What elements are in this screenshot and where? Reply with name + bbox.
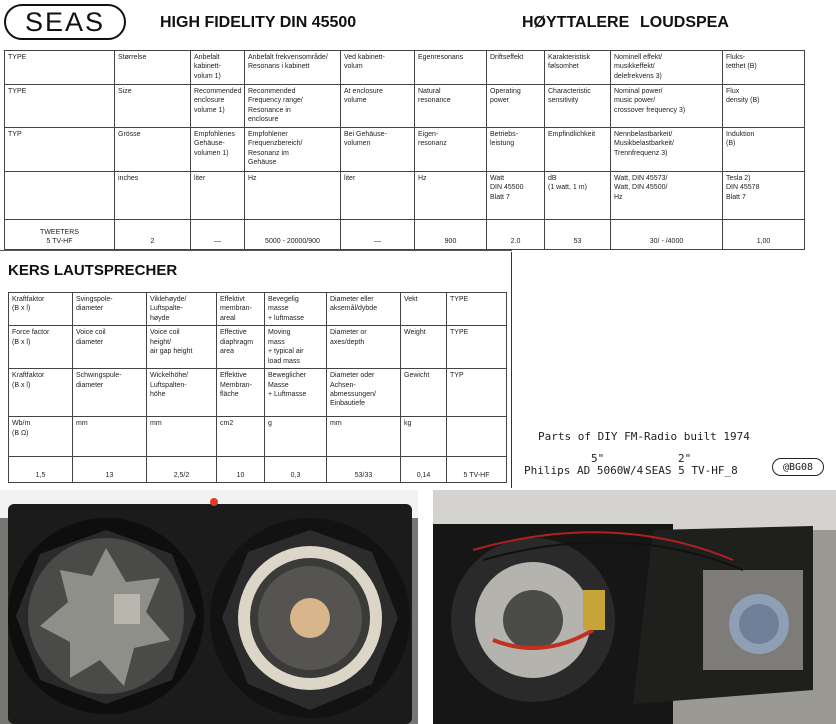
table-cell: Karakteristisk følsomhet — [545, 51, 611, 85]
seas-logo: SEAS — [4, 4, 126, 40]
table-row — [5, 51, 805, 85]
table-cell: — — [341, 219, 415, 249]
table-cell: Gewicht — [401, 369, 447, 417]
table-cell: Driftseffekt — [487, 51, 545, 85]
tweeter-assembly-drawing — [433, 490, 836, 724]
table-cell: 2 — [115, 219, 191, 249]
table-cell: Svingspole- diameter — [73, 293, 147, 326]
lautsprecher-title: KERS LAUTSPRECHER — [8, 262, 178, 279]
table-cell: liter — [191, 171, 245, 219]
speaker-panel-drawing — [0, 490, 418, 724]
table-row — [9, 417, 507, 457]
table-cell: 10 — [217, 457, 265, 483]
table-cell: Fluks- tetthet (B) — [723, 51, 805, 85]
table-cell: Weight — [401, 326, 447, 369]
spec-table-bottom — [8, 292, 507, 483]
table-cell: Wickelhöhe/ Luftspalten- höhe — [147, 369, 217, 417]
table-cell: Moving mass + typical air load mass — [265, 326, 327, 369]
table-cell: Flux density (B) — [723, 85, 805, 128]
spec-table-top — [4, 50, 805, 250]
table-cell: TYP — [5, 127, 115, 171]
table-cell: 5000 - 20000/900 — [245, 219, 341, 249]
table-row — [9, 326, 507, 369]
table-cell: 5 TV-HF — [447, 457, 507, 483]
table-cell: Beweglicher Masse + Luftmasse — [265, 369, 327, 417]
table-cell: 900 — [415, 219, 487, 249]
table-cell: Force factor (B x l) — [9, 326, 73, 369]
table-cell — [447, 417, 507, 457]
table-cell: At enclosure volume — [341, 85, 415, 128]
table-cell: Grösse — [115, 127, 191, 171]
table-cell: Watt, DIN 45573/ Watt, DIN 45500/ Hz — [611, 171, 723, 219]
table-cell: Size — [115, 85, 191, 128]
table-cell: Bevegelig masse + luftmasse — [265, 293, 327, 326]
table-cell: 1,5 — [9, 457, 73, 483]
table-cell: Betriebs- leistung — [487, 127, 545, 171]
table-cell: TWEETERS 5 TV-HF — [5, 219, 115, 249]
table-cell: Empfohlener Frequenzbereich/ Resonanz im Gehäuse — [245, 127, 341, 171]
table-cell: Tesla 2) DIN 45578 Blatt 7 — [723, 171, 805, 219]
table-cell: TYPE — [447, 326, 507, 369]
table-cell: Kraftfaktor (B x l) — [9, 369, 73, 417]
table-row — [5, 219, 805, 249]
table-cell: kg — [401, 417, 447, 457]
caption-size-right: 2" — [678, 452, 692, 465]
table-cell: Schwingspule- diameter — [73, 369, 147, 417]
table-cell: Egenresonans — [415, 51, 487, 85]
table-cell: Vekt — [401, 293, 447, 326]
author-badge: @BG08 — [772, 458, 824, 476]
table-cell: Characteristic sensitivity — [545, 85, 611, 128]
table-cell: inches — [115, 171, 191, 219]
table-cell: Diameter or axes/depth — [327, 326, 401, 369]
table-cell: Nennbelastbarkeit/ Musikbelastbarkeit/ Trennfrequenz 3) — [611, 127, 723, 171]
table-cell: Størrelse — [115, 51, 191, 85]
table-cell: liter — [341, 171, 415, 219]
table-cell: 0,3 — [265, 457, 327, 483]
photo-tweeter-assembly — [433, 490, 836, 724]
table-cell: Effektive Membran- fläche — [217, 369, 265, 417]
table-cell: Recommended Frequency range/ Resonance in enclosure — [245, 85, 341, 128]
table-cell: Bei Gehäuse- volumen — [341, 127, 415, 171]
table-cell: g — [265, 417, 327, 457]
table-row — [9, 369, 507, 417]
caption-model-left: Philips AD 5060W/4 — [524, 464, 644, 477]
table-cell: Effective diaphragm area — [217, 326, 265, 369]
table-cell: Viklehøyde/ Luftspalte- høyde — [147, 293, 217, 326]
table-cell: mm — [327, 417, 401, 457]
table-row — [9, 457, 507, 483]
table-cell: TYPE — [447, 293, 507, 326]
table-cell: mm — [147, 417, 217, 457]
title-norwegian: HØYTTALERE — [522, 14, 630, 31]
table-row — [5, 171, 805, 219]
section-divider-horizontal — [0, 250, 512, 251]
table-cell: Anbefalt kabinett- volum 1) — [191, 51, 245, 85]
table-cell: Operating power — [487, 85, 545, 128]
table-cell: 53 — [545, 219, 611, 249]
table-cell: Ved kabinett- volum — [341, 51, 415, 85]
table-cell: Watt DIN 45500 Blatt 7 — [487, 171, 545, 219]
table-cell: TYP — [447, 369, 507, 417]
table-cell: Diameter eller aksemål/dybde — [327, 293, 401, 326]
table-row — [5, 85, 805, 128]
title-english: LOUDSPEA — [640, 14, 729, 31]
table-cell: Kraftfaktor (B x l) — [9, 293, 73, 326]
table-cell: Effektivt membran- areal — [217, 293, 265, 326]
table-cell: — — [191, 219, 245, 249]
caption-size-left: 5" — [591, 452, 605, 465]
table-row — [5, 127, 805, 171]
table-cell: 53/33 — [327, 457, 401, 483]
title-main: HIGH FIDELITY DIN 45500 — [160, 14, 357, 31]
table-cell: Wb/m (B Ω) — [9, 417, 73, 457]
table-cell: Empfohlenes Gehäuse- volumen 1) — [191, 127, 245, 171]
table-cell: Hz — [415, 171, 487, 219]
table-cell — [5, 171, 115, 219]
table-cell: TYPE — [5, 51, 115, 85]
table-cell: Empfindlichkeit — [545, 127, 611, 171]
table-cell: 13 — [73, 457, 147, 483]
table-cell: Hz — [245, 171, 341, 219]
table-cell: Nominal power/ music power/ crossover frequency 3) — [611, 85, 723, 128]
table-cell: Eigen- resonanz — [415, 127, 487, 171]
table-cell: Voice coil height/ air gap height — [147, 326, 217, 369]
table-cell: Natural resonance — [415, 85, 487, 128]
section-divider-vertical — [511, 252, 512, 488]
table-cell: cm2 — [217, 417, 265, 457]
table-cell: Anbefalt frekvensområde/ Resonans i kabinett — [245, 51, 341, 85]
photo-speaker-panel — [0, 490, 418, 724]
caption-model-right: SEAS 5 TV-HF_8 — [645, 464, 738, 477]
table-cell: 30/ - /4000 — [611, 219, 723, 249]
table-cell: Voice coil diameter — [73, 326, 147, 369]
table-cell: 1,00 — [723, 219, 805, 249]
table-cell: 2.0 — [487, 219, 545, 249]
table-cell: Induktion (B) — [723, 127, 805, 171]
table-cell: Diameter oder Achsen- abmessungen/ Einbautiefe — [327, 369, 401, 417]
table-cell: 2,5/2 — [147, 457, 217, 483]
table-cell: Nominell effekt/ musikkeffekt/ delefrekvens 3) — [611, 51, 723, 85]
table-cell: dB (1 watt, 1 m) — [545, 171, 611, 219]
table-cell: TYPE — [5, 85, 115, 128]
table-cell: 0,14 — [401, 457, 447, 483]
table-row — [9, 293, 507, 326]
table-cell: mm — [73, 417, 147, 457]
caption-title: Parts of DIY FM-Radio built 1974 — [538, 430, 750, 443]
table-cell: Recommended enclosure volume 1) — [191, 85, 245, 128]
